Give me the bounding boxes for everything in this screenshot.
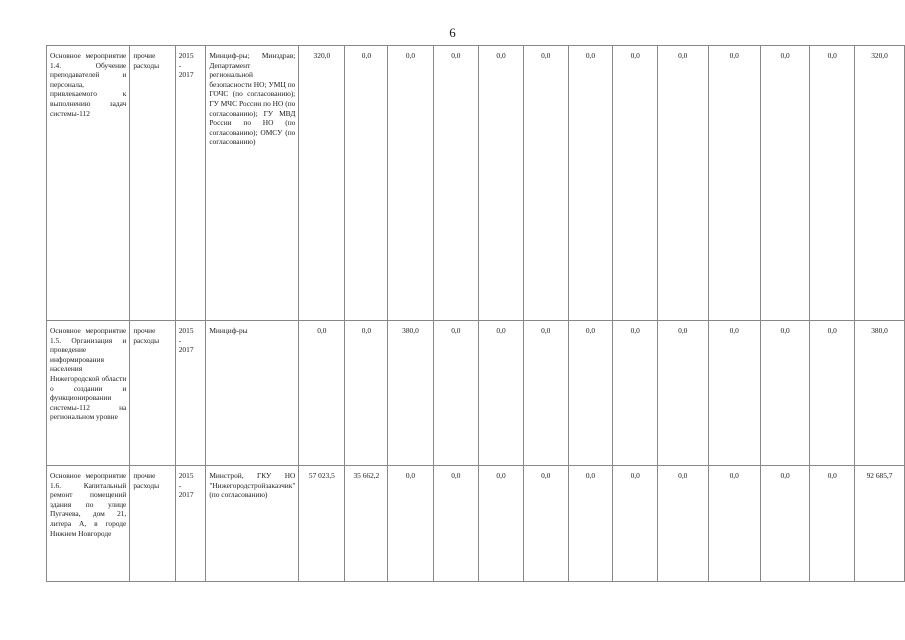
value-cell: 0,0 [613,466,658,582]
value-cell: 0,0 [658,466,708,582]
activity-cell: Основное мероприятие 1.4. Обучение преподавателей и персонала, привлекаемого к выполнению задач системы-112 [47,46,130,321]
value-cell: 320,0 [299,46,345,321]
value-cell: 0,0 [388,466,433,582]
value-cell: 0,0 [299,321,345,466]
value-cell: 0,0 [345,321,388,466]
value-cell: 0,0 [433,321,479,466]
value-cell: 0,0 [479,466,524,582]
total-value-cell: 92 685,7 [855,466,905,582]
value-cell: 0,0 [345,46,388,321]
value-cell: 0,0 [760,321,810,466]
total-value-cell: 380,0 [855,321,905,466]
year-line: - [178,60,182,70]
value-cell: 0,0 [523,466,568,582]
value-cell: 0,0 [433,466,479,582]
year-line: 2015 [178,51,194,60]
value-cell: 0,0 [760,46,810,321]
value-cell: 0,0 [658,321,708,466]
expense-type-cell: прочие расходы [130,46,175,321]
year-line: 2017 [178,490,194,500]
value-cell: 0,0 [613,321,658,466]
value-cell: 0,0 [523,321,568,466]
activity-cell: Основное мероприятие 1.5. Организация и проведение информирования населения Нижегородской области о создании и функционировании системы-112 на региональном уровне [47,321,130,466]
expense-type-cell: прочие расходы [130,466,175,582]
value-cell: 0,0 [658,46,708,321]
executor-cell: Минциф-ры; Минздрав; Департамент региональной безопасности НО; УМЦ по ГОЧС (по согласованию); ГУ МЧС России по НО (по согласованию); ГУ МВД России по НО (по согласованию); ОМСУ (по согласованию) [206,46,299,321]
year-line: - [178,480,182,490]
executor-cell: Минциф-ры [206,321,299,466]
value-cell: 0,0 [479,321,524,466]
executor-cell: Минстрой, ГКУ НО "Нижегородстройзаказчик" (по согласованию) [206,466,299,582]
years-cell [175,466,206,582]
value-cell: 380,0 [388,321,433,466]
total-value-cell: 320,0 [855,46,905,321]
value-cell: 0,0 [568,321,613,466]
table-row [47,321,905,466]
years-cell [175,46,206,321]
value-cell: 0,0 [433,46,479,321]
value-cell: 0,0 [708,466,760,582]
value-cell: 0,0 [810,46,855,321]
value-cell: 0,0 [810,321,855,466]
value-cell: 0,0 [388,46,433,321]
value-cell: 0,0 [568,46,613,321]
expense-type-cell: прочие расходы [130,321,175,466]
value-cell: 35 662,2 [345,466,388,582]
year-line: 2015 [178,471,194,480]
value-cell: 57 023,5 [299,466,345,582]
value-cell: 0,0 [708,321,760,466]
value-cell: 0,0 [760,466,810,582]
budget-table [46,45,905,582]
value-cell: 0,0 [613,46,658,321]
value-cell: 0,0 [810,466,855,582]
activity-cell: Основное мероприятие 1.6. Капитальный ремонт помещений здания по улице Пугачева, дом 21, литера А, в городе Нижнем Новгороде [47,466,130,582]
page-number: 6 [449,25,456,40]
years-cell [175,321,206,466]
year-line: 2017 [178,345,194,355]
value-cell: 0,0 [708,46,760,321]
value-cell: 0,0 [523,46,568,321]
value-cell: 0,0 [568,466,613,582]
year-line: 2015 [178,326,194,335]
year-line: - [178,335,182,345]
table-row [47,466,905,582]
table-row [47,46,905,321]
year-line: 2017 [178,70,194,80]
value-cell: 0,0 [479,46,524,321]
